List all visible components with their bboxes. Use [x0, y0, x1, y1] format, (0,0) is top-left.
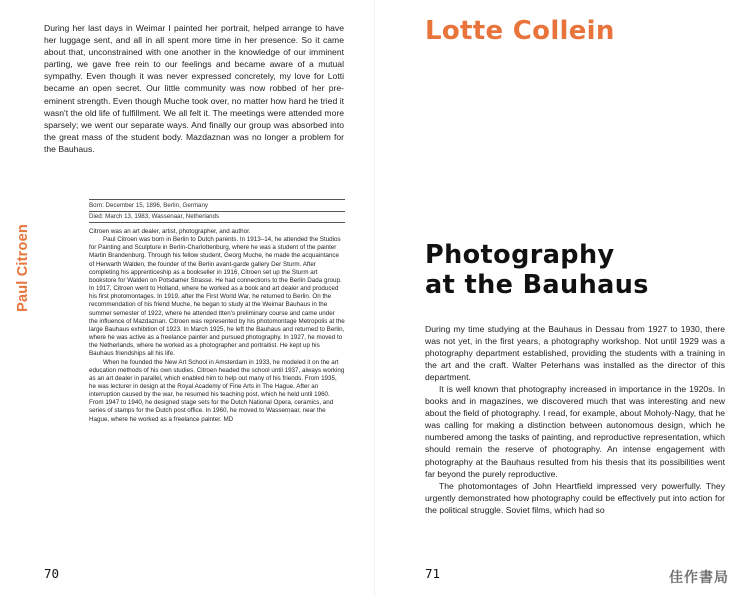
- right-page: [375, 0, 750, 597]
- body-paragraph: During my time studying at the Bauhaus in Dessau from 1927 to 1930, there was not yet, in the first years, a photography workshop. Not until 1929 was a photography department established, providing the students with a training in the art and the craft. Walter Peterhans was installed as the director of this department.: [425, 324, 725, 383]
- chapter-body: [425, 323, 725, 516]
- bio-paragraph: Paul Citroen was born in Berlin to Dutch parents. In 1913–14, he attended the Studios for Painting and Sculpture in Berlin-Charlottenburg, where he was a student of the painter Martin Brandenburg. Through his fellow student, Georg Muche, he made the acquaintance of Herwarth Walden, the founder of the Berlin avant-garde gallery Der Sturm. After completing his apprenticeship as a bookseller in 1916, Citroen set up the Sturm art bookstore for Walden on Potsdamer Strasse. He had connections to the Berlin Dada group. In 1917, Citroen went to Holland, where he worked as a book and art dealer and produced his first photomontages. In 1919, after the First World War, he returned to Berlin. On the recommendation of his friend Muche, he began to study at the Weimar Bauhaus in the summer semester of 1922, where he attended Itten's preliminary course and came under the influence of Mazdaznan. Citroen was represented by his photomontage Metropolis at the large Bauhaus exhibition of 1923. In March 1925, he left the Bauhaus and returned to Berlin, where he was active as a freelance painter and pursued photography. In 1927, he moved to the Netherlands, where he worked as a photographer and portraitist. He kept up his Bauhaus friendships all his life.: [89, 236, 345, 358]
- chapter-title-line-2: at the Bauhaus: [425, 270, 649, 300]
- vertical-author-label: Paul Citroen: [15, 223, 31, 312]
- bio-paragraph: When he founded the New Art School in Amsterdam in 1933, he modeled it on the art education methods of his own studies. Citroen headed the school until 1937, always working as an art dealer in parallel, which enabled him to help out many of his friends. From 1935, he was lecturer in design at the Royal Academy of Fine Arts in The Hague. After an interruption caused by the war, he resumed his teaching post, which he held until 1960. From 1947 to 1940, he designed stage sets for the Dutch National Opera, ceramics, and series of stamps for the Dutch post office. In 1960, he moved to Wassernaar, near the Hague, where he worked as a freelance painter. MD: [89, 358, 345, 423]
- quote-text: During her last days in Weimar I painted her portrait, helped arrange to have her luggage sent, and all in all spent more time in her presence. So it came about that, unconstrained with one another in the knowledge of our imminent parting, we gave free rein to our feelings and became aware of a mutual sympathy. Even though it was never expressed concretely, my love for Lotti became an open secret. Our little community was now robbed of her pre-eminent strength. Even though Muche took over, no matter how hard he tried it wasn't the old life of fulfillment. We all felt it. The meetings were attended more sparsely; we went our separate ways. And finally our group was absorbed into the great mass of the student body. Mazdaznan was no longer a problem for the Bauhaus.: [44, 23, 344, 154]
- chapter-title-line-1: Photography: [425, 240, 615, 270]
- biography-facts: [89, 199, 345, 223]
- page-number-left: 70: [44, 566, 60, 581]
- quote-block: [44, 22, 344, 155]
- watermark-stamp: 佳作書局: [669, 570, 729, 586]
- author-heading: Lotte Collein: [425, 16, 615, 46]
- body-paragraph: It is well known that photography increased in importance in the 1920s. In books and in magazines, we discovered much that was interesting and new about the field of photography. I read, for example, about Moholy-Nagy, that he was calling for making a distinction between autonomous design, which he numbered among the tasks of painting, and reproductive representation, which should remain the reserve of photography. An intense engagement with photography at the Bauhaus resulted from his thesis that its possibilities went far beyond the purely reproductive.: [425, 384, 725, 479]
- biography-text: [89, 228, 345, 424]
- born-line: Born: December 15, 1896, Berlin, Germany: [89, 199, 345, 211]
- died-line: Died: March 13, 1983, Wassenaar, Netherlands: [89, 211, 345, 224]
- bio-paragraph: Citroen was an art dealer, artist, photographer, and author.: [89, 228, 251, 235]
- vertical-author-name: [14, 210, 32, 325]
- page-number-right: 71: [425, 566, 441, 581]
- chapter-title: [425, 240, 649, 300]
- body-paragraph: The photomontages of John Heartfield impressed very powerfully. They urgently demonstrated how photography could be effectively put into action for the political struggle. Soviet films, which had so: [425, 480, 725, 515]
